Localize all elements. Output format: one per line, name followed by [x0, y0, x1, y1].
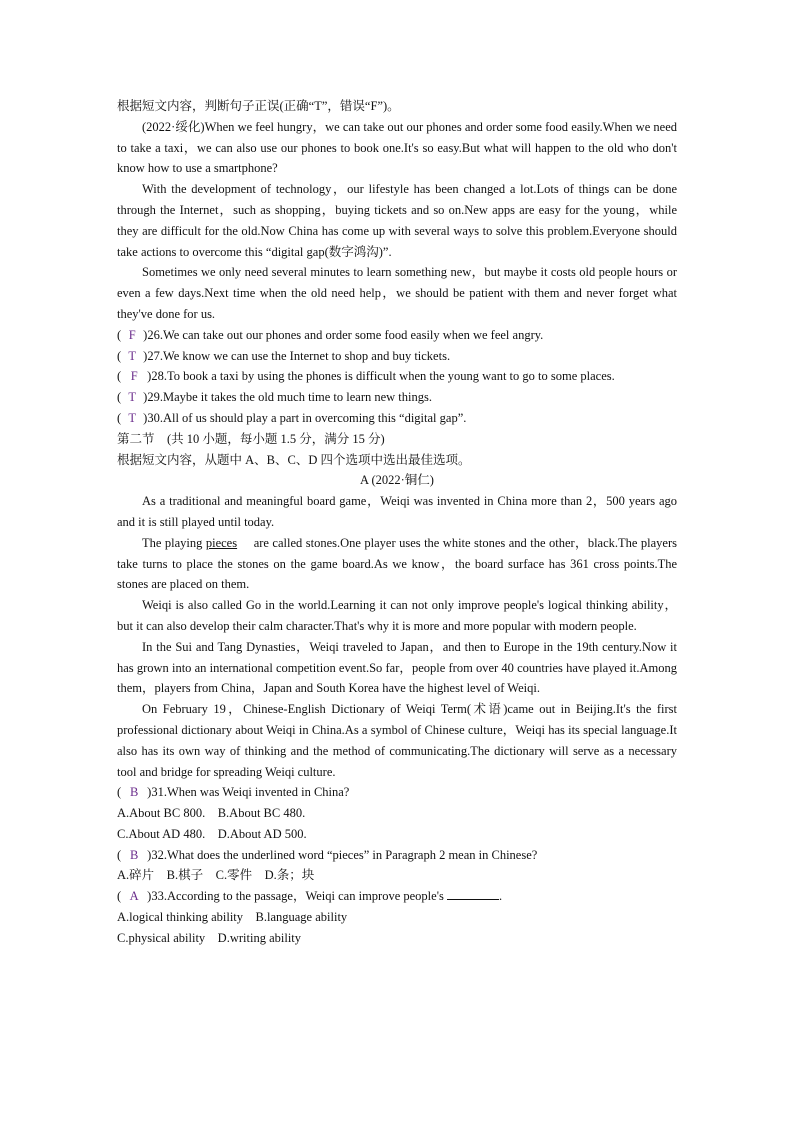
options-line: C.physical ability D.writing ability: [117, 930, 302, 945]
question-text: )27.We know we can use the Internet to shop and buy tickets.: [143, 348, 451, 363]
question-text: )28.To book a taxi by using the phones is difficult when the young want to go to some places.: [147, 369, 615, 384]
worksheet-page: [117, 96, 677, 949]
question-text: )26.We can take out our phones and order some food easily when we feel angry.: [143, 327, 544, 342]
question-text: )29.Maybe it takes the old much time to learn new things.: [143, 390, 432, 405]
passage-a-paragraph-3: Weiqi is also called Go in the world.Learning it can not only improve people's logical thinking ability，but it can also develop their calm character.That's why it is more and more popular with modern people.: [117, 598, 677, 633]
passage1-paragraph-3: Sometimes we only need several minutes to learn something new，but maybe it costs old people hours or even a few days.Next time when the old need help，we should be patient with them and never forget what they've done for us.: [117, 265, 677, 321]
passage-a-paragraph-2: [117, 533, 677, 595]
tf-question-26: [117, 325, 677, 346]
passage-a-paragraph-4: In the Sui and Tang Dynasties，Weiqi traveled to Japan，and then to Europe in the 19th century.Now it has grown into an international competition event.So far，people from over 40 countries have played it.Among them，players from China，Japan and South Korea have the highest level of Weiqi.: [117, 639, 677, 696]
options-line: C.About AD 480. D.About AD 500.: [117, 826, 307, 841]
open-paren: (: [117, 847, 122, 862]
paragraph-text: The playing: [142, 535, 206, 550]
tf-question-27: [117, 346, 677, 367]
question-text: )30.All of us should play a part in overcoming this “digital gap”.: [143, 410, 467, 425]
options-line: A.碎片 B.棋子 C.零件 D.条；块: [117, 868, 315, 883]
passage-a-paragraph-5: On February 19，Chinese-English Dictionary of Weiqi Term(术语)came out in Beijing.It's the first professional dictionary about Weiqi in China.As a symbol of Chinese culture，Weiqi has its special language.It also has its own way of thinking and the method of communicating.The dictionary will serve as a necessary tool and bridge for spreading Weiqi culture.: [117, 702, 677, 779]
question-stem: )33.According to the passage，Weiqi can improve people's: [147, 889, 444, 904]
instruction-tf: 根据短文内容，判断句子正误(正确“T”，错误“F”)。: [117, 99, 400, 113]
options-line: A.logical thinking ability B.language ability: [117, 910, 348, 925]
answer-mark: T: [128, 390, 136, 405]
mc-question-33: [117, 886, 677, 907]
passage1-paragraph-2: With the development of technology，our lifestyle has been changed a lot.Lots of things can be done through the Internet，such as shopping，buying tickets and so on.New apps are easy for the young，while they are difficult for the old.Now China has come up with several ways to solve this problem.Everyone should take actions to overcome this “digital gap(数字鸿沟)”.: [117, 182, 677, 259]
underlined-word-pieces: pieces: [205, 535, 238, 550]
open-paren: (: [117, 410, 122, 425]
answer-mark: F: [130, 369, 138, 384]
mc-question-32: [117, 845, 677, 866]
answer-mark: T: [128, 410, 136, 425]
answer-mark: T: [128, 348, 136, 363]
paragraph-text: are called stones.One player uses the white stones and the other，black.The players take turns to place the stones on the game board.As we know，the board surface has 361 cross points.The stones are placed on them.: [117, 535, 678, 592]
passage-a-title: A (2022·铜仁): [360, 473, 434, 488]
open-paren: (: [117, 785, 122, 800]
passage-a-paragraph-1: As a traditional and meaningful board game，Weiqi was invented in China more than 2，500 years ago and it is still played until today.: [117, 494, 677, 529]
open-paren: (: [117, 390, 122, 405]
open-paren: (: [117, 889, 122, 904]
open-paren: (: [117, 327, 122, 342]
answer-blank: [447, 887, 499, 900]
tf-question-30: [117, 408, 677, 429]
period: .: [498, 889, 503, 904]
question-text: )31.When was Weiqi invented in China?: [147, 785, 350, 800]
options-line: A.About BC 800. B.About BC 480.: [117, 806, 306, 821]
open-paren: (: [117, 369, 122, 384]
answer-mark: B: [130, 847, 139, 862]
passage1-paragraph-1: (2022·绥化)When we feel hungry，we can take out our phones and order some food easily.When we need to take a taxi，we can also use our phones to book one.It's so easy.But what will happen to the old who don't know how to use a smartphone?: [117, 119, 677, 176]
instruction-mc: 根据短文内容，从题中 A、B、C、D 四个选项中选出最佳选项。: [117, 452, 471, 467]
answer-mark: A: [129, 889, 139, 904]
question-text: )32.What does the underlined word “pieces” in Paragraph 2 mean in Chinese?: [147, 847, 538, 862]
answer-mark: B: [130, 785, 139, 800]
open-paren: (: [117, 348, 122, 363]
tf-question-29: [117, 387, 677, 408]
question-text: [147, 886, 677, 907]
mc-question-31: [117, 782, 677, 803]
section-2-title: 第二节 (共 10 小题，每小题 1.5 分，满分 15 分): [117, 431, 385, 446]
tf-question-28: [117, 366, 677, 387]
answer-mark: F: [128, 327, 136, 342]
